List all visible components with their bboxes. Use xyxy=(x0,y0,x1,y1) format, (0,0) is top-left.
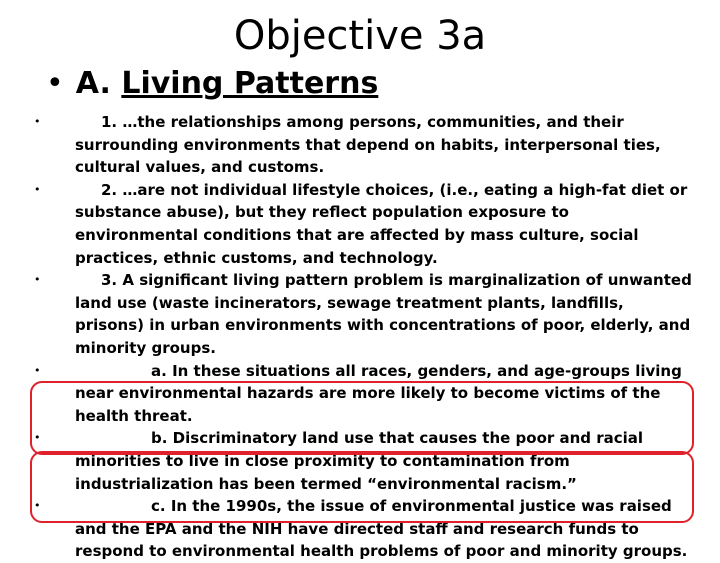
heading-prefix: A. xyxy=(75,66,111,101)
list-item-3c xyxy=(34,495,694,563)
item-text: In these situations all races, genders, and age-groups living near environmental hazards are more likely to become victims of the health threat. xyxy=(75,361,682,425)
section-heading xyxy=(46,64,378,104)
list-item-1 xyxy=(34,111,694,179)
bullet: • xyxy=(34,273,41,287)
item-number: b. xyxy=(151,429,168,448)
bullet: • xyxy=(34,115,41,128)
item-number: 1. xyxy=(101,113,118,131)
bullet: • xyxy=(34,363,41,377)
bullet: • xyxy=(34,499,41,513)
item-text: …are not individual lifestyle choices, (i.e., eating a high-fat diet or substance abuse), but they reflect population exposure to environmental conditions that are affected by mass culture, social practices, ethnic customs, and technology. xyxy=(75,180,688,267)
list-item-3a xyxy=(34,360,694,428)
bullet: • xyxy=(34,431,41,445)
item-text: In the 1990s, the issue of environmental justice was raised and the EPA and the NIH have directed staff and research funds to respond to environmental health problems of poor and minority groups. xyxy=(75,497,688,561)
item-text: Discriminatory land use that causes the poor and racial minorities to live in close proximity to contamination from industrialization has been termed “environmental racism.” xyxy=(75,429,644,493)
heading-text: Living Patterns xyxy=(121,66,379,101)
heading-bullet: • xyxy=(46,66,64,101)
bullet: • xyxy=(34,182,41,196)
list-item-3b xyxy=(34,427,694,495)
item-number: 3. xyxy=(101,271,118,290)
slide-title: Objective 3a xyxy=(233,13,487,59)
objective-list xyxy=(34,111,694,563)
item-number: a. xyxy=(151,361,167,380)
item-text: …the relationships among persons, communities, and their surrounding environments that depend on habits, interpersonal ties, cultural values, and customs. xyxy=(75,113,661,177)
item-number: c. xyxy=(151,497,166,516)
list-item-3 xyxy=(34,269,694,359)
item-text: A significant living pattern problem is marginalization of unwanted land use (waste incinerators, sewage treatment plants, landfills, prisons) in urban environments with concentrations of poor, elderly, and minority groups. xyxy=(75,271,692,357)
list-item-2 xyxy=(34,179,694,269)
item-number: 2. xyxy=(101,180,118,199)
